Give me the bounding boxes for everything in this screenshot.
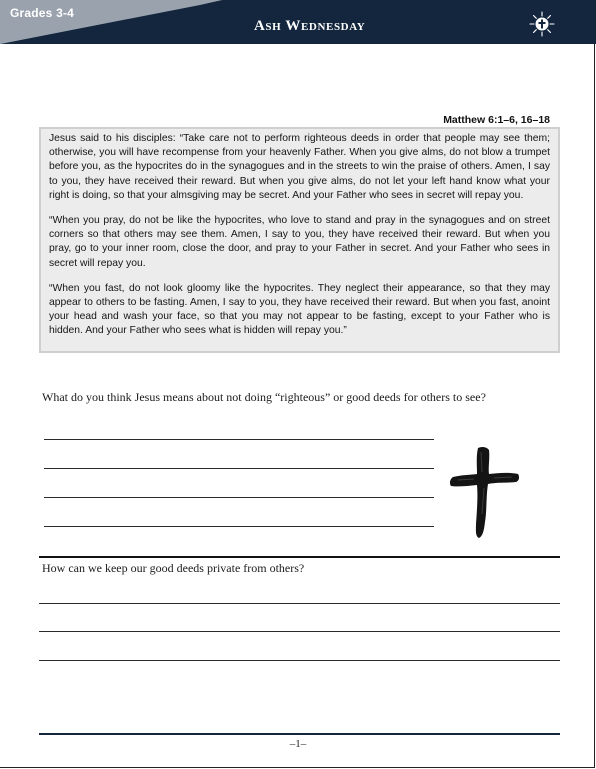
answer-line[interactable] bbox=[44, 439, 434, 440]
starburst-cross-logo bbox=[529, 11, 555, 37]
answer-line[interactable] bbox=[44, 497, 434, 498]
answer-line[interactable] bbox=[39, 603, 560, 604]
grade-tab bbox=[0, 0, 230, 44]
scripture-paragraph-1: Jesus said to his disciples: “Take care not to perform righteous deeds in order that people may see them; otherwise, you will have recompense from your heavenly Father. When you give alms, do not blow a trumpet before you, as the hypocrites do in the synagogues and in the streets to win the praise of others. Amen, I say to you, they have received their reward. But when you give alms, do not let your left hand know what your right is doing, so that your almsgiving may be secret. And your Father who sees in secret will repay you. bbox=[49, 133, 550, 201]
grade-label: Grades 3-4 bbox=[10, 6, 75, 20]
scripture-citation: Matthew 6:1–6, 16–18 bbox=[443, 114, 550, 126]
answer-line[interactable] bbox=[39, 631, 560, 632]
footer-rule bbox=[39, 733, 560, 735]
header-bar bbox=[0, 0, 596, 44]
answer-line[interactable] bbox=[39, 660, 560, 661]
question-1: What do you think Jesus means about not doing “righteous” or good deeds for others to see? bbox=[42, 390, 486, 404]
question-2: How can we keep our good deeds private from others? bbox=[42, 561, 305, 575]
ash-cross-icon bbox=[448, 444, 522, 540]
section-divider bbox=[39, 556, 560, 558]
answer-line[interactable] bbox=[44, 468, 434, 469]
page-title: Ash Wednesday bbox=[254, 18, 366, 34]
scripture-box bbox=[39, 127, 560, 353]
scripture-paragraph-2: “When you pray, do not be like the hypocrites, who love to stand and pray in the synagogues and on street corners so that others may see them. Amen, I say to you, they have received their reward. But when you pray, go to your inner room, close the door, and pray to your Father in secret. And your Father who sees in secret will repay you. bbox=[49, 215, 550, 269]
answer-line[interactable] bbox=[44, 526, 434, 527]
page-number: –1– bbox=[289, 738, 307, 750]
scripture-paragraph-3: “When you fast, do not look gloomy like the hypocrites. They neglect their appearance, so that they may appear to others to be fasting. Amen, I say to you, they have received their reward. But when you fast, anoint your head and wash your face, so that you may not appear to be fasting, except to your Father who is hidden. And your Father who sees what is hidden will repay you.” bbox=[49, 282, 550, 337]
